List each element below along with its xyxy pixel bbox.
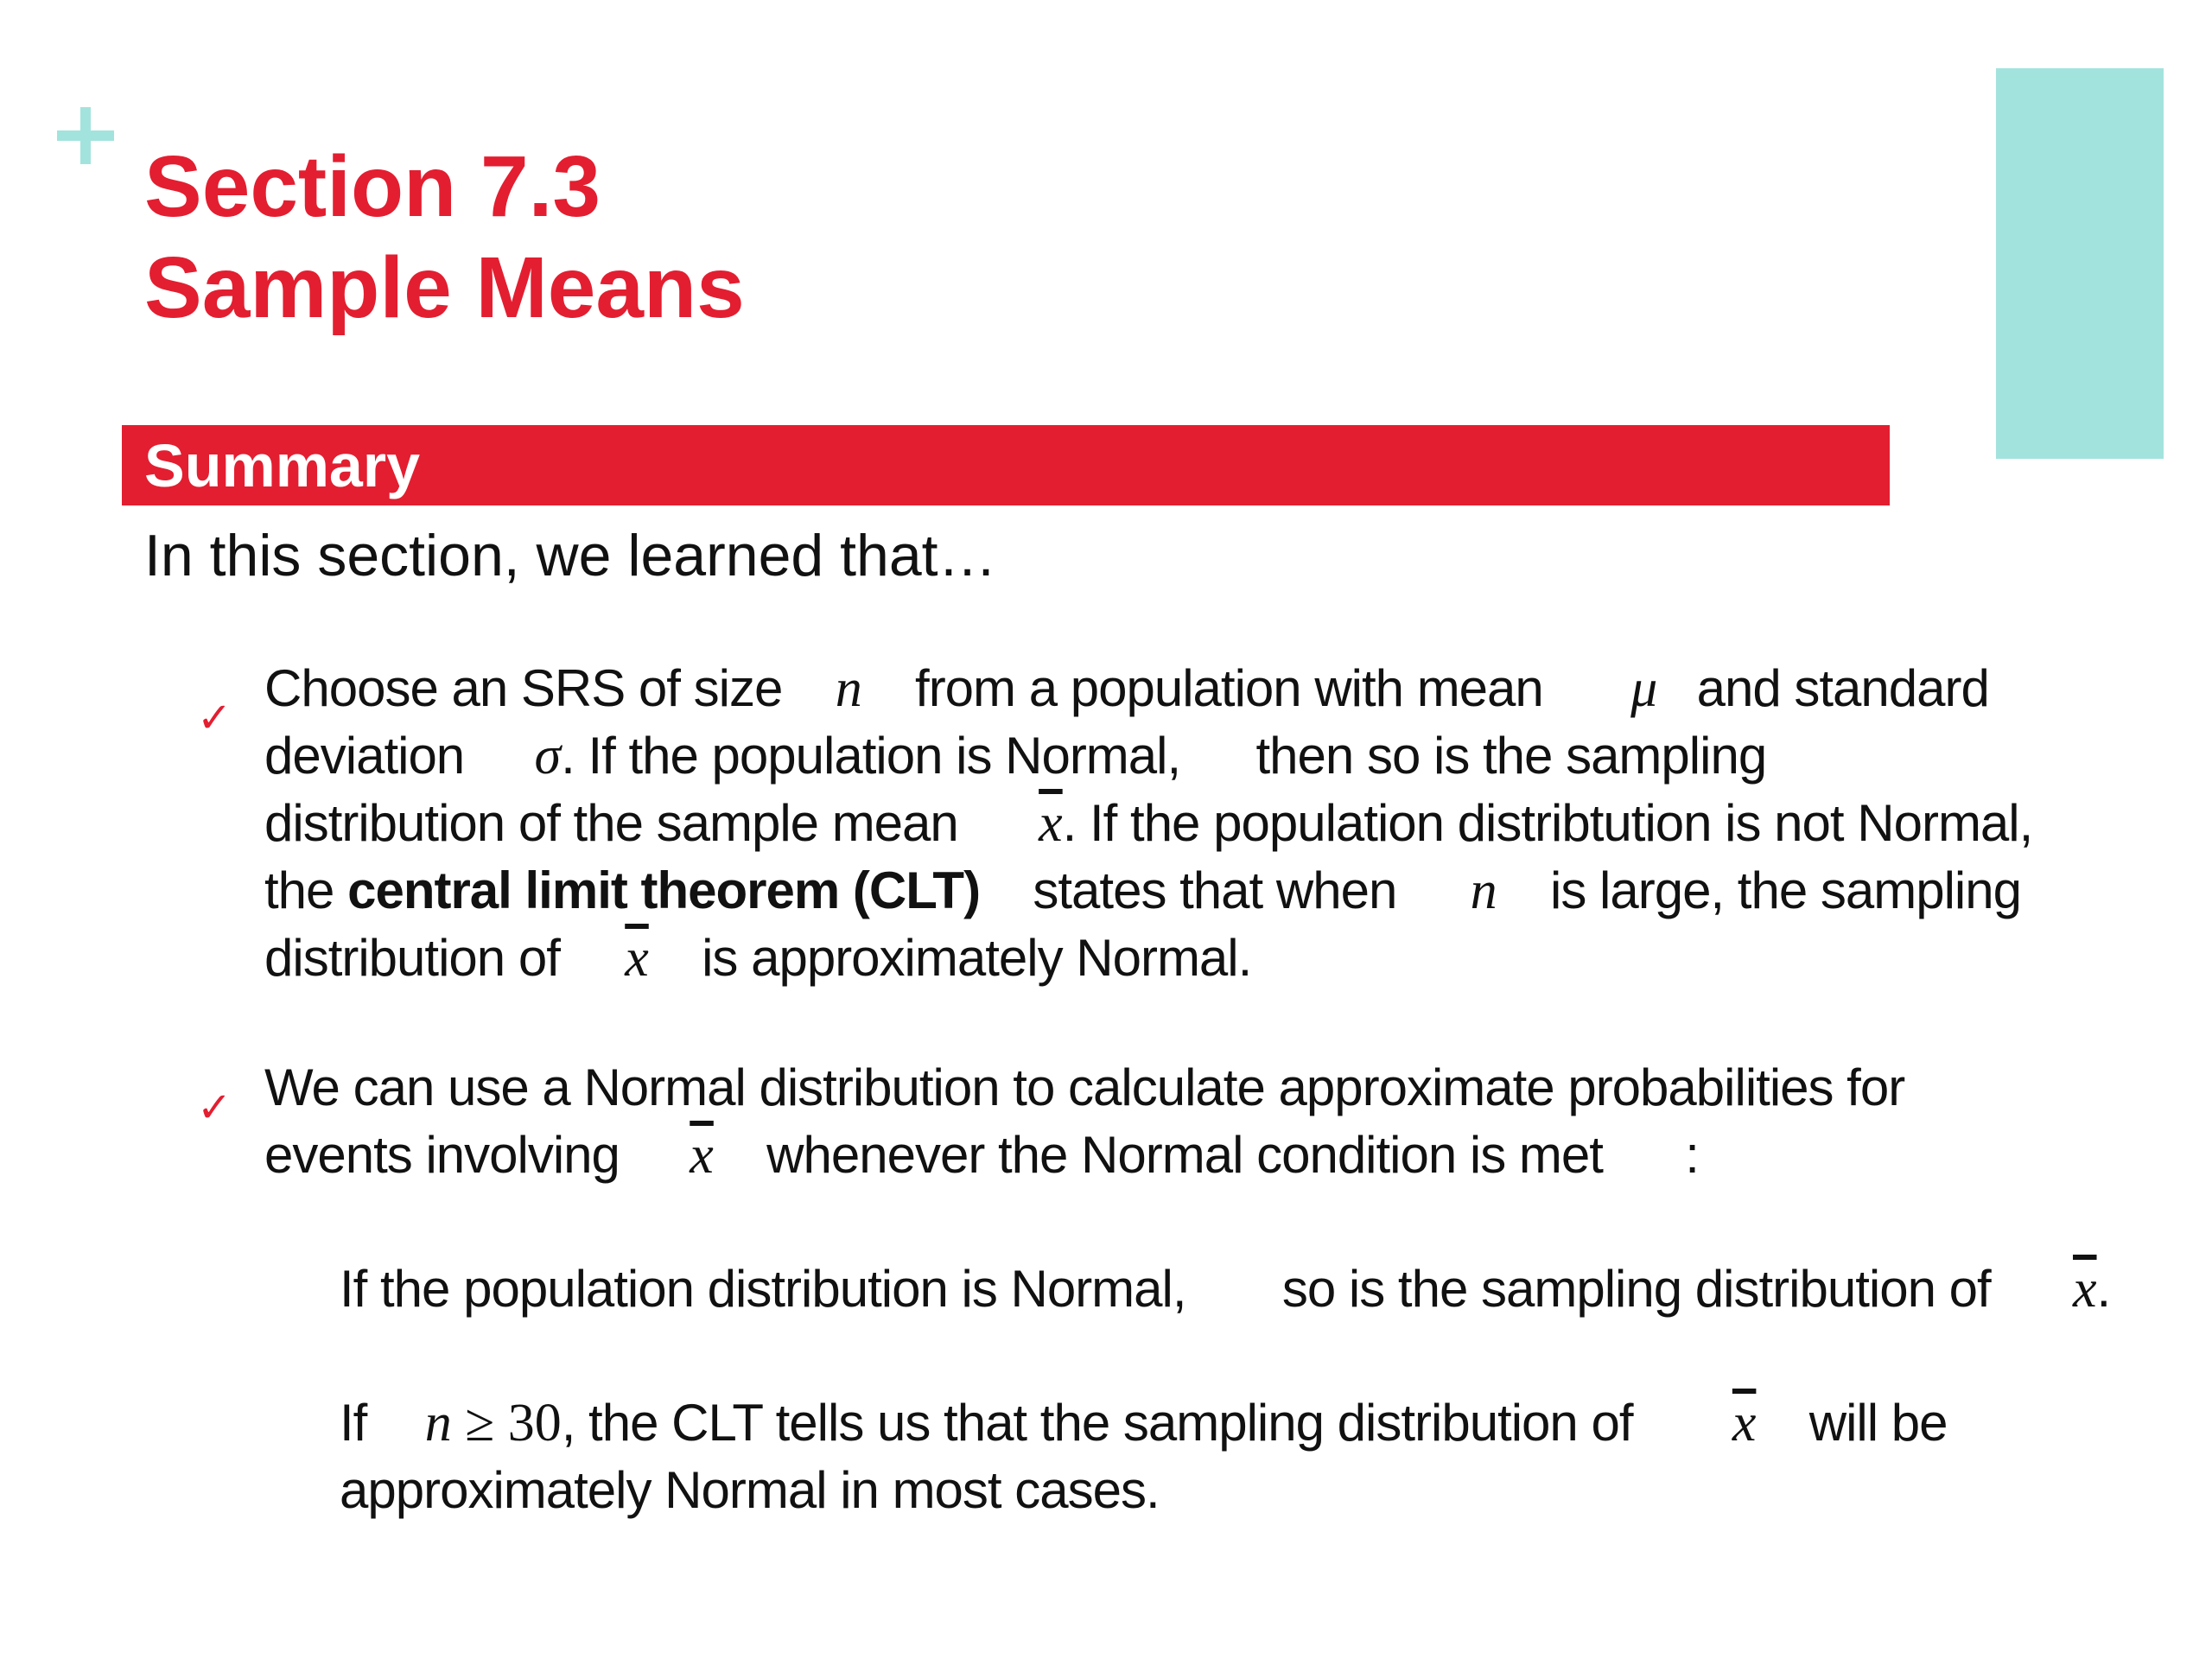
text-run: distribution of [264,929,560,987]
text-run: so is the sampling distribution of [1281,1260,1991,1318]
slide-title [144,137,745,339]
condition-large-sample [340,1389,1947,1524]
summary-label: Summary [144,432,421,499]
text-run: , the CLT tells us that the sampling distribution of [561,1394,1633,1452]
math-sigma: σ [534,727,562,785]
text-run: is large, the sampling [1550,861,2021,919]
math-n: n [1470,861,1497,920]
math-ge-30: ≥ 30 [451,1394,562,1452]
cond1-line [340,1255,2110,1323]
math-xbar: $\overline{x}$ [2073,1260,2097,1319]
text-run: If [340,1394,367,1452]
text-run: the [264,861,348,919]
term-clt: central limit theorem (CLT) [347,861,981,919]
cond2-line2: approximately Normal in most cases. [340,1461,1160,1519]
text-run: : [1685,1126,1699,1184]
bullet1-line1 [264,655,2032,722]
bullet2-line1: We can use a Normal distribution to calculate approximate probabilities for [264,1058,1905,1116]
math-xbar: $\overline{x}$ [625,929,649,988]
checkmark-icon: ✓ [197,1084,232,1132]
bullet1-line3 [264,790,2032,857]
math-xbar: $\overline{x}$ [1732,1394,1757,1452]
bullet1-line2 [264,722,2032,790]
text-run: then so is the sampling [1255,727,1767,785]
math-xbar: $\overline{x}$ [1039,794,1063,853]
math-mu: μ [1630,659,1658,718]
cond2-line1 [340,1389,1947,1457]
text-run: events involving [264,1126,620,1184]
title-line-topic: Sample Means [144,239,745,336]
intro-text: In this section, we learned that… [144,523,997,588]
text-run: If the population distribution is Normal, [340,1260,1186,1318]
plus-icon [57,107,114,164]
bullet-clt-summary [264,655,2032,992]
text-run: and standard [1696,659,1989,717]
text-run: . [2096,1260,2111,1318]
text-run: states that when [1033,861,1397,919]
summary-banner [122,425,1890,505]
title-line-section: Section 7.3 [144,138,601,235]
condition-normal-population [340,1255,2110,1323]
text-run: . If the population is Normal, [561,727,1181,785]
decorative-teal-block [1996,68,2164,459]
text-run: will be [1808,1394,1948,1452]
bullet2-line2 [264,1122,1904,1189]
text-run: whenever the Normal condition is met [766,1126,1603,1184]
text-run: distribution of the sample mean [264,794,958,852]
checkmark-icon: ✓ [197,694,232,742]
math-n: n [835,659,862,718]
text-run: is approximately Normal. [702,929,1252,987]
bullet1-line5 [264,925,2032,992]
text-run: deviation [264,727,465,785]
text-run: . If the population distribtution is not Normal, [1062,794,2033,852]
math-xbar: $\overline{x}$ [690,1126,714,1185]
text-run: Choose an SRS of size [264,659,783,717]
math-n: n [424,1394,452,1452]
bullet-normal-condition [264,1054,1904,1189]
bullet1-line4 [264,857,2032,925]
text-run: from a population with mean [915,659,1543,717]
